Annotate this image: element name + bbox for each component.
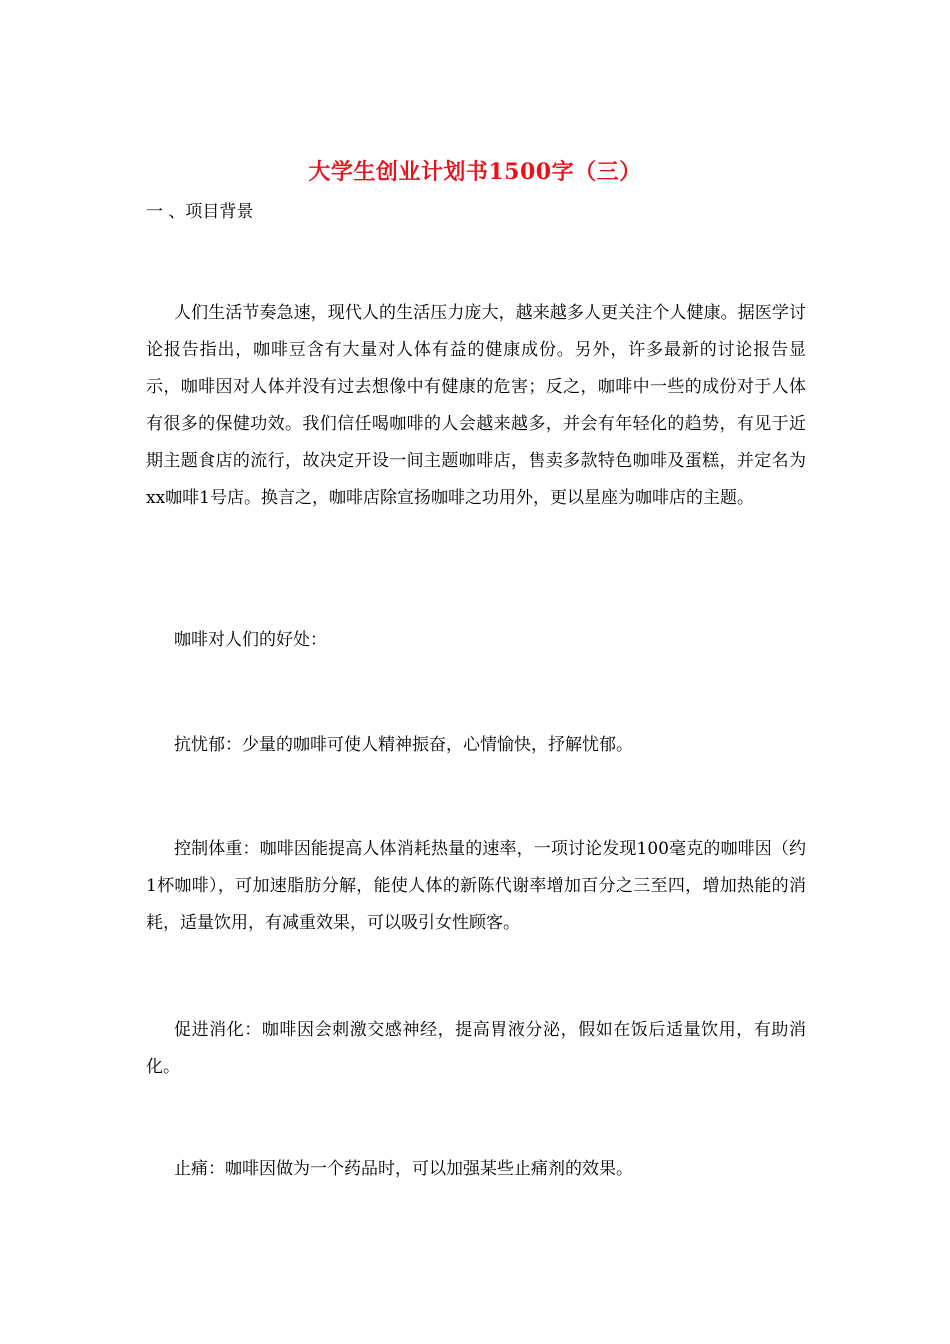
document-title: 大学生创业计划书1500字（三） (308, 159, 642, 185)
paragraph-digestion: 促进消化：咖啡因会刺激交感神经，提高胃液分泌，假如在饭后适量饮用，有助消化。 (146, 1020, 806, 1077)
paragraph-pain-relief: 止痛：咖啡因做为一个药品时，可以加强某些止痛剂的效果。 (174, 1159, 633, 1179)
section-heading: 一 、项目背景 (146, 202, 254, 222)
paragraph-anti-depression: 抗忧郁：少量的咖啡可使人精神振奋，心情愉快，抒解忧郁。 (174, 735, 633, 755)
paragraph-benefits-intro: 咖啡对人们的好处： (174, 630, 327, 650)
paragraph-weight-control: 控制体重：咖啡因能提高人体消耗热量的速率，一项讨论发现100毫克的咖啡因（约1杯咖啡），可加速脂肪分解，能使人体的新陈代谢率增加百分之三至四，增加热能的消耗，适量饮用，有减重效果，可以吸引女性顾客。 (146, 839, 806, 933)
paragraph-background: 人们生活节奏急速，现代人的生活压力庞大，越来越多人更关注个人健康。据医学讨论报告指出，咖啡豆含有大量对人体有益的健康成份。另外，许多最新的讨论报告显示，咖啡因对人体并没有过去想像中有健康的危害；反之，咖啡中一些的成份对于人体有很多的保健功效。我们信任喝咖啡的人会越来越多，并会有年轻化的趋势，有见于近期主题食店的流行，故决定开设一间主题咖啡店，售卖多款特色咖啡及蛋糕，并定名为xx咖啡1号店。换言之，咖啡店除宣扬咖啡之功用外，更以星座为咖啡店的主题。 (146, 303, 806, 508)
